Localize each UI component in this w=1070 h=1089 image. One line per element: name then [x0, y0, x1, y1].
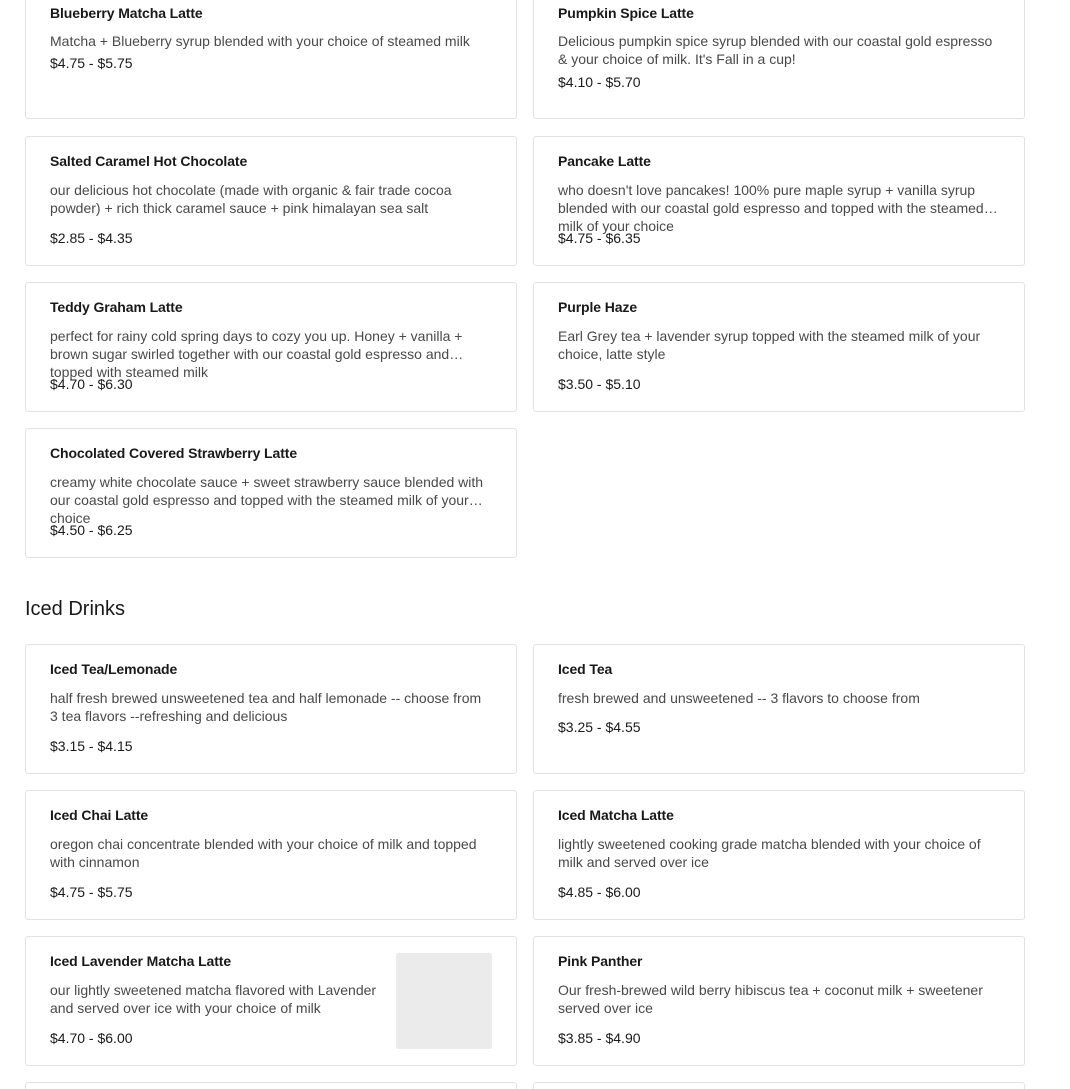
item-name: Blueberry Matcha Latte — [50, 5, 203, 21]
menu-item-card[interactable] — [25, 1082, 517, 1089]
menu-item-card[interactable] — [533, 1082, 1025, 1089]
item-price: $4.50 - $6.25 — [50, 522, 133, 538]
item-price: $4.70 - $6.00 — [50, 1030, 133, 1046]
menu-item-card[interactable] — [533, 936, 1025, 1066]
menu-item-card[interactable] — [25, 936, 517, 1066]
item-description: perfect for rainy cold spring days to cozy you up. Honey + vanilla + brown sugar swirled together with our coastal gold espresso and topped with steamed milk — [50, 328, 463, 380]
item-description: who doesn't love pancakes! 100% pure maple syrup + vanilla syrup blended with our coastal gold espresso and topped with the steamed milk of your choice — [558, 182, 984, 234]
menu-item-card[interactable] — [533, 282, 1025, 412]
item-price: $4.85 - $6.00 — [558, 884, 641, 900]
item-price: $3.15 - $4.15 — [50, 738, 133, 754]
item-price: $3.85 - $4.90 — [558, 1030, 641, 1046]
item-description: oregon chai concentrate blended with your choice of milk and topped with cinnamon — [50, 836, 477, 870]
menu-item-card[interactable] — [533, 644, 1025, 774]
item-price: $3.50 - $5.10 — [558, 376, 641, 392]
item-description: lightly sweetened cooking grade matcha blended with your choice of milk and served over ice — [558, 836, 981, 870]
menu-item-card[interactable] — [25, 790, 517, 920]
item-price: $4.75 - $6.35 — [558, 230, 641, 246]
item-price: $4.10 - $5.70 — [558, 74, 641, 90]
menu-item-card[interactable] — [25, 136, 517, 266]
menu-item-card[interactable] — [25, 282, 517, 412]
item-image-placeholder — [396, 953, 492, 1049]
item-name: Teddy Graham Latte — [50, 299, 183, 315]
menu-item-card[interactable] — [533, 0, 1025, 119]
item-description: Delicious pumpkin spice syrup blended with our coastal gold espresso & your choice of milk. It's Fall in a cup! — [558, 33, 993, 67]
item-description: Our fresh-brewed wild berry hibiscus tea + coconut milk + sweetener served over ice — [558, 982, 983, 1016]
item-name: Iced Matcha Latte — [558, 807, 674, 823]
item-description: fresh brewed and unsweetened -- 3 flavors to choose from — [558, 690, 920, 706]
item-description: Earl Grey tea + lavender syrup topped with the steamed milk of your choice, latte style — [558, 328, 981, 362]
item-description: creamy white chocolate sauce + sweet strawberry sauce blended with our coastal gold espresso and topped with the steamed milk of your choice — [50, 474, 484, 526]
item-name: Iced Tea/Lemonade — [50, 661, 178, 677]
item-description: half fresh brewed unsweetened tea and half lemonade -- choose from 3 tea flavors --refreshing and delicious — [50, 690, 482, 724]
item-price: $3.25 - $4.55 — [558, 719, 641, 735]
item-name: Pumpkin Spice Latte — [558, 5, 694, 21]
item-price: $2.85 - $4.35 — [50, 230, 133, 246]
section-title-iced-drinks: Iced Drinks — [25, 598, 126, 620]
menu-item-card[interactable] — [533, 136, 1025, 266]
item-description: our delicious hot chocolate (made with organic & fair trade cocoa powder) + rich thick caramel sauce + pink himalayan sea salt — [50, 182, 452, 216]
item-name: Iced Lavender Matcha Latte — [50, 953, 232, 969]
item-description: our lightly sweetened matcha flavored with Lavender and served over ice with your choice of milk — [50, 982, 377, 1016]
item-name: Salted Caramel Hot Chocolate — [50, 153, 248, 169]
item-name: Iced Chai Latte — [50, 807, 149, 823]
item-name: Chocolated Covered Strawberry Latte — [50, 445, 298, 461]
item-price: $4.70 - $6.30 — [50, 376, 133, 392]
item-description: Matcha + Blueberry syrup blended with your choice of steamed milk — [50, 33, 470, 49]
menu-item-card[interactable] — [25, 428, 517, 558]
item-name: Purple Haze — [558, 299, 638, 315]
item-name: Iced Tea — [558, 661, 613, 677]
menu-item-card[interactable] — [25, 0, 517, 119]
item-price: $4.75 - $5.75 — [50, 884, 133, 900]
item-name: Pancake Latte — [558, 153, 651, 169]
item-name: Pink Panther — [558, 953, 643, 969]
menu-item-card[interactable] — [25, 644, 517, 774]
menu-item-card[interactable] — [533, 790, 1025, 920]
item-price: $4.75 - $5.75 — [50, 55, 133, 71]
